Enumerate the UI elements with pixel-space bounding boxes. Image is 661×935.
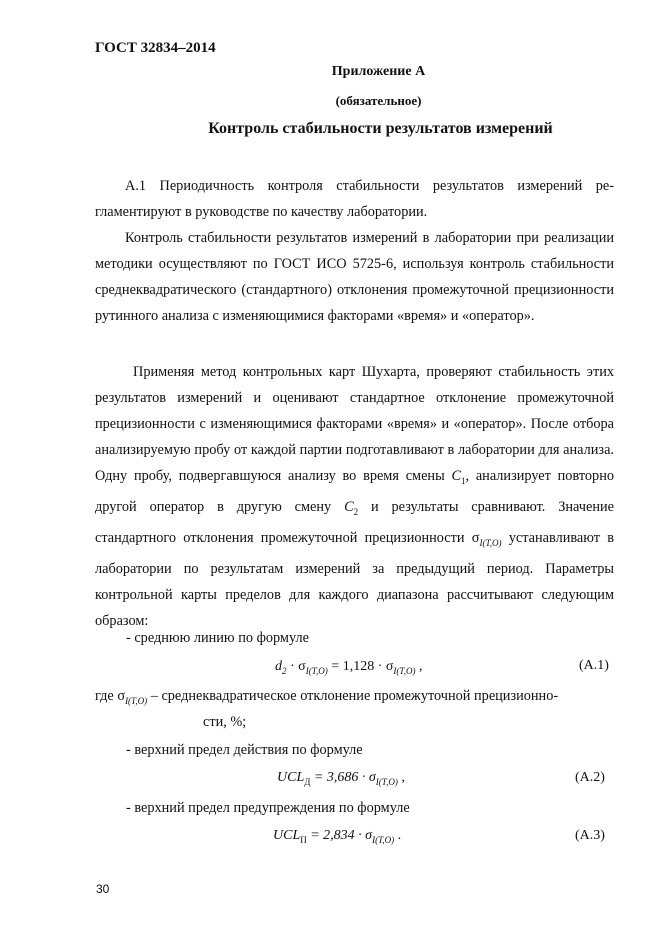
- f2-lhs-sub: Д: [304, 776, 311, 787]
- shift-c1: C: [451, 468, 461, 484]
- p3-part-c: и результаты сравнивают. Значение стандартного отклонения промежуточной прецизионности σ: [95, 498, 614, 546]
- shift-c1-sub: 1: [461, 475, 466, 486]
- f1-sub1: I(T,O): [305, 665, 328, 676]
- appendix-title: Контроль стабильности результатов измерений: [208, 120, 553, 137]
- shift-c2: C: [344, 498, 354, 515]
- f3-sub: I(T,O): [372, 834, 395, 845]
- f3-lhs-sub: П: [300, 834, 307, 845]
- paragraph-a1-text: А.1 Периодичность контроля стабильности результатов измерений регламентируют в руководстве по качеству лаборатории.: [95, 178, 614, 220]
- item-center-line: - среднюю линию по формуле: [126, 630, 309, 646]
- formula-a1: [275, 659, 422, 676]
- f2-tail: ,: [397, 770, 405, 785]
- where-lead: где σ: [95, 688, 126, 704]
- where-line-2: сти, %;: [203, 714, 247, 730]
- formula-a1-number: (А.1): [579, 658, 609, 673]
- appendix-status: (обязательное): [335, 93, 422, 108]
- appendix-label: Приложение А: [331, 64, 426, 79]
- formula-a3-number: (А.3): [575, 828, 605, 843]
- p3-part-b: , анализирует повторно другой оператор в другую смену: [95, 468, 615, 515]
- f2-lhs: UCL: [277, 770, 305, 785]
- formula-a2: [277, 770, 405, 787]
- f1-lhs-sub: 2: [282, 665, 287, 676]
- f3-lhs: UCL: [273, 828, 301, 843]
- f3-tail: .: [394, 828, 402, 843]
- item-upper-action-limit: - верхний предел действия по формуле: [126, 742, 363, 758]
- page-number: 30: [96, 882, 110, 896]
- paragraph-2: [95, 225, 614, 329]
- f1-mid: = 1,128 · σ: [327, 659, 394, 674]
- formula-a3: [273, 828, 401, 845]
- sigma-sub: I(T,O): [479, 537, 502, 548]
- f2-sub: I(T,O): [375, 776, 398, 787]
- where-line-1: [95, 688, 558, 706]
- p3-part-d: устанавливают в лаборатории по результатам измерений за предыдущий период. Параметры контрольной карты пределов для каждого диапазона рассчитывают следующим образом:: [95, 529, 614, 629]
- f2-mid: = 3,686 · σ: [310, 770, 376, 785]
- f1-lhs: d: [275, 659, 282, 674]
- p3-part-a: Применяя метод контрольных карт Шухарта, проверяют стабильность этих результатов измерений и оценивают стандартное отклонение промежуточной прецизионности с изменяющимися факторами «время» и «оператор». После отбора анализируемую пробу от каждой партии подготавливают в лаборатории для анализа. Одну пробу, подвергавшуюся анализу во время смены: [95, 364, 614, 484]
- f1-dot: · σ: [286, 659, 306, 674]
- paragraph-2-text: Контроль стабильности результатов измерений в лаборатории при реализации методики осуществляют по ГОСТ ИСО 5725-6, используя контроль стабильности среднеквадратического (стандартного) отклонения промежуточной прецизионности рутинного анализа с изменяющимися факторами «время» и «оператор».: [95, 230, 614, 324]
- document-header: ГОСТ 32834–2014: [95, 40, 216, 56]
- paragraph-3: [95, 359, 614, 634]
- shift-c2-sub: 2: [353, 506, 359, 517]
- f1-sub2: I(T,O): [393, 665, 416, 676]
- f1-tail: ,: [415, 659, 423, 674]
- formula-a2-number: (А.2): [575, 770, 605, 785]
- paragraph-3-text: [95, 359, 614, 634]
- where-sigma-sub: I(T,O): [125, 695, 148, 706]
- paragraph-a1: [95, 173, 614, 225]
- f3-mid: = 2,834 · σ: [306, 828, 373, 843]
- item-upper-warning-limit: - верхний предел предупреждения по формуле: [126, 800, 410, 816]
- where-text-1: – среднеквадратическое отклонение промежуточной прецизионно-: [147, 688, 559, 704]
